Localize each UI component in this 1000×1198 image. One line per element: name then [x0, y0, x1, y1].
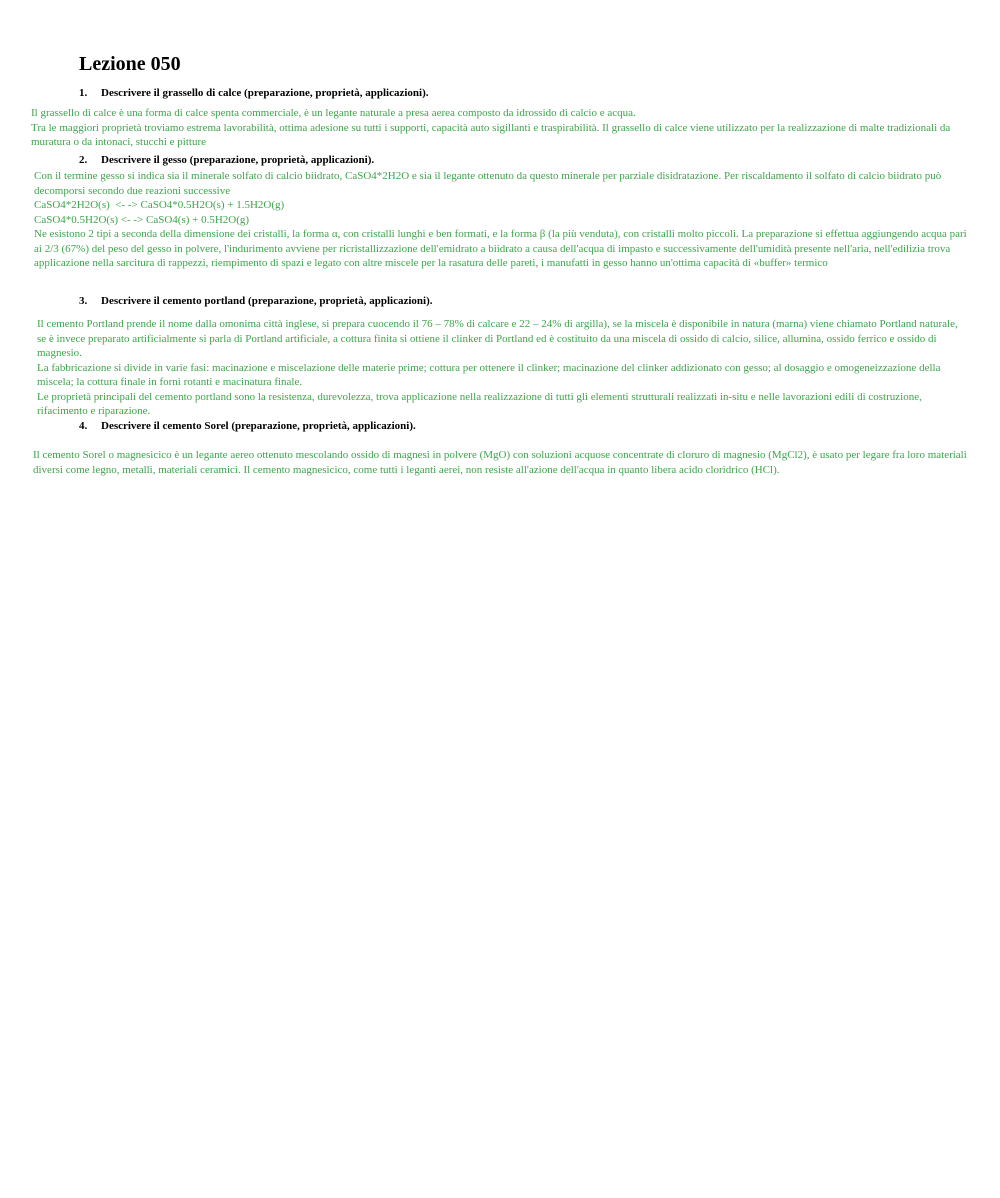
- answer-block-3: [37, 317, 965, 419]
- answer-formula: CaSO4*2H2O(s) <- -> CaSO4*0.5H2O(s) + 1.5H2O(g): [34, 199, 285, 211]
- answer-paragraph: Il cemento Sorel o magnesicico è un legante aereo ottenuto mescolando ossido di magnesi in polvere (MgO) con soluzioni acquose concentrate di cloruro di magnesio (MgCl2), è usato per legare fra loro materiali diversi come legno, metalli, materiali ceramici. Il cemento magnesicico, come tutti i leganti aerei, non resiste all'azione dell'acqua in quanto libera acido cloridrico (HCl).: [33, 449, 967, 476]
- answer-block-1: [31, 106, 971, 150]
- page-title: Lezione 050: [79, 53, 181, 75]
- answer-paragraph: Il grassello di calce è una forma di calce spenta commerciale, è un legante naturale a presa aerea composto da idrossido di calcio e acqua.: [31, 107, 636, 119]
- question-number: 1.: [79, 87, 88, 99]
- question-heading-4: [79, 419, 416, 433]
- question-number: 2.: [79, 154, 88, 166]
- answer-paragraph: Le proprietà principali del cemento portland sono la resistenza, durevolezza, trova applicazione nella realizzazione di tutti gli elementi strutturali realizzati in-situ e nelle lavorazioni edili di costruzione, rifacimento e riparazione.: [37, 390, 922, 417]
- question-text: Descrivere il cemento Sorel (preparazione, proprietà, applicazioni).: [101, 420, 416, 432]
- answer-formula: CaSO4*0.5H2O(s) <- -> CaSO4(s) + 0.5H2O(g): [34, 213, 250, 226]
- answer-paragraph: Il cemento Portland prende il nome dalla omonima città inglese, si prepara cuocendo il 76 – 78% di calcare e 22 – 24% di argilla), se la miscela è disponibile in natura (marna) viene chiamato Portland naturale, se è invece preparato artificialmente si parla di Portland artificiale, a cottura finita si ottiene il clinker di Portland ed è costituito da una miscela di ossido di calcio, silice, allumina, ossido ferrico e ossido di magnesio.: [37, 318, 958, 359]
- question-text: Descrivere il grassello di calce (preparazione, proprietà, applicazioni).: [101, 87, 429, 99]
- question-text: Descrivere il gesso (preparazione, proprietà, applicazioni).: [101, 154, 375, 166]
- question-text: Descrivere il cemento portland (preparazione, proprietà, applicazioni).: [101, 295, 433, 307]
- question-heading-1: [79, 86, 429, 100]
- answer-paragraph: Tra le maggiori proprietà troviamo estrema lavorabilità, ottima adesione su tutti i supporti, capacità auto sigillanti e traspirabilità. Il grassello di calce viene utilizzato per la realizzazione di malte tradizionali da muratura o da intonaci, stucchi e pitture: [31, 121, 951, 148]
- question-number: 3.: [79, 295, 88, 307]
- answer-block-4: [33, 448, 973, 477]
- answer-paragraph: Con il termine gesso si indica sia il minerale solfato di calcio biidrato, CaSO4*2H2O e sia il legante ottenuto da questo minerale per parziale disidratazione. Per riscaldamento il solfato di calcio biidrato può decomporsi secondo due reazioni successive: [34, 170, 942, 197]
- question-heading-3: [79, 294, 432, 308]
- answer-block-2: [34, 169, 971, 271]
- question-number: 4.: [79, 420, 88, 432]
- answer-paragraph: La fabbricazione si divide in varie fasi: macinazione e miscelazione delle materie prime; cottura per ottenere il clinker; macinazione del clinker addizionato con gesso; al dosaggio e omogeneizzazione della miscela; la cottura finale in forni rotanti e macinatura finale.: [37, 361, 941, 388]
- answer-paragraph: Ne esistono 2 tipi a seconda della dimensione dei cristalli, la forma α, con cristalli lunghi e ben formati, e la forma β (la più venduta), con cristalli molto piccoli. La preparazione si effettua aggiungendo acqua pari ai 2/3 (67%) del peso del gesso in polvere, l'indurimento avviene per ricristallizzazione dell'emidrato a biidrato a causa dell'acqua di impasto e successivamente dell'umidità presente nell'aria, nell'edilizia trova applicazione nella sarcitura di rappezzi, riempimento di spazi e legato con altre miscele per la rasatura delle pareti, i manufatti in gesso hanno un'ottima capacità di «buffer» termico: [34, 228, 967, 269]
- question-heading-2: [79, 153, 374, 167]
